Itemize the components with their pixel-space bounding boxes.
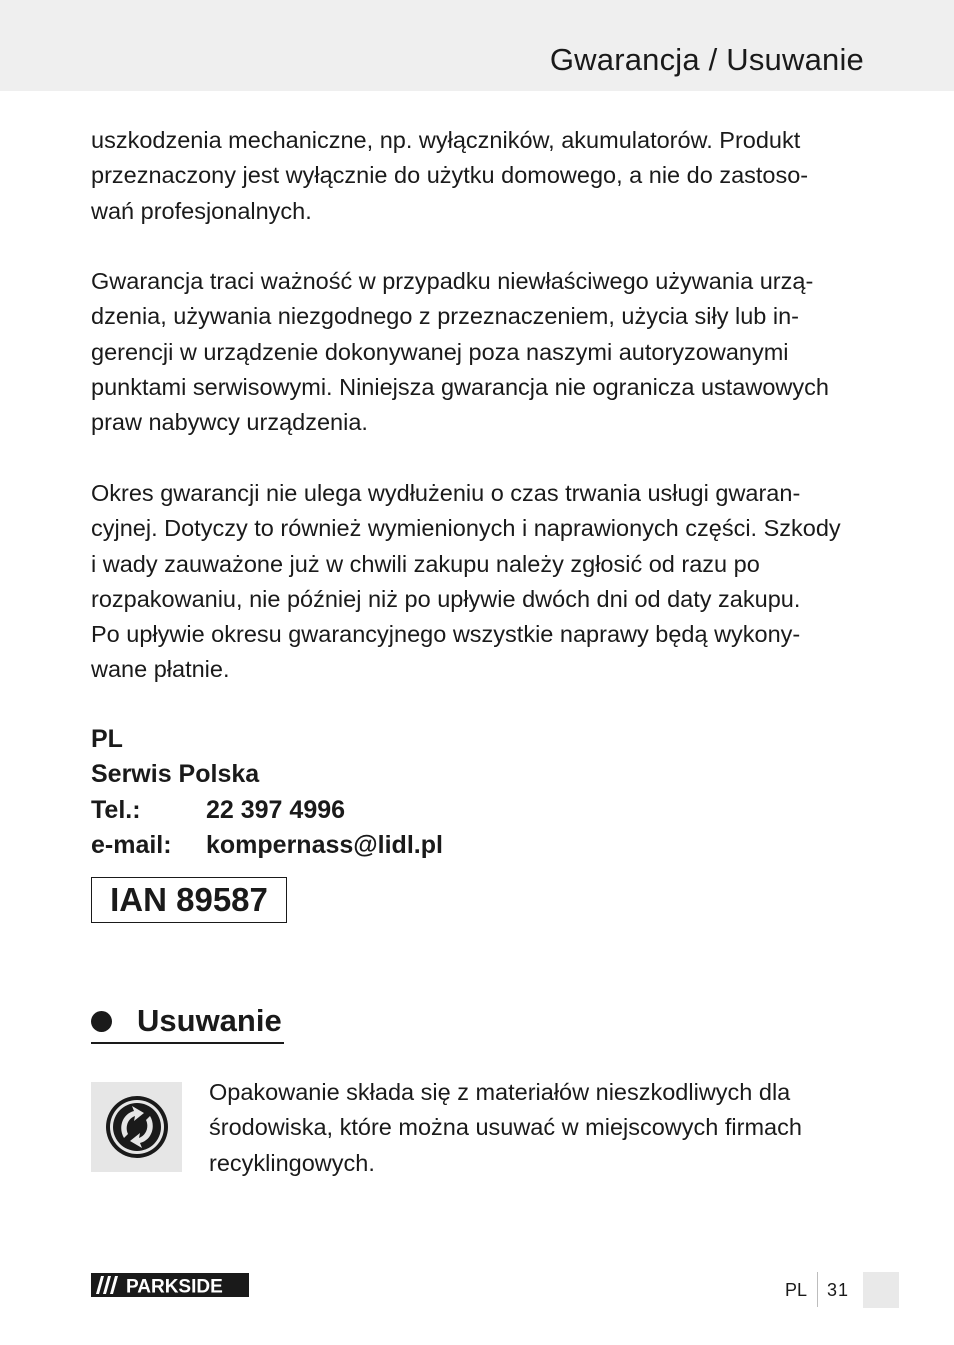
recycling-text: Opakowanie składa się z materiałów nieszkodliwych dla środowiska, które można usuwać w miejscowych firmach recyklingowych. bbox=[209, 1079, 802, 1176]
paragraph-warranty-period: Okres gwarancji nie ulega wydłużeniu o czas trwania usługi gwaran- cyjnej. Dotyczy to również wymienionych i naprawionych części. Szkody i wady zauważone już w chwili zakupu należy zgłosić od razu po rozpakowaniu, nie później niż po upływie dwóch dni od daty zakupu. Po upływie okresu gwarancyjnego wszystkie naprawy będą wykony- wane płatnie. bbox=[91, 479, 841, 683]
page-tab-marker bbox=[863, 1272, 899, 1308]
green-dot-recycling-icon bbox=[104, 1094, 170, 1160]
header-band bbox=[0, 0, 954, 91]
service-name: Serwis Polska bbox=[91, 760, 260, 789]
body-text bbox=[91, 123, 866, 723]
service-phone-row bbox=[91, 793, 443, 828]
ian-box bbox=[91, 877, 287, 923]
email-link[interactable]: kompernass@lidl.pl bbox=[206, 830, 443, 859]
bullet-icon bbox=[91, 1011, 112, 1032]
paragraph-warranty-void: Gwarancja traci ważność w przypadku niewłaściwego używania urzą- dzenia, używania niezgodnego z przeznaczeniem, użycia siły lub in- gerencji w urządzenie dokonywanej poza naszymi autoryzowanymi punktami serwisowymi. Niniejsza gwarancja nie ogranicza ustawowych praw nabywcy urządzenia. bbox=[91, 268, 829, 436]
footer-divider bbox=[817, 1272, 818, 1307]
recycling-icon-box bbox=[91, 1082, 182, 1172]
page-title: Gwarancja / Usuwanie bbox=[549, 42, 864, 77]
brand-name: PARKSIDE bbox=[126, 1276, 223, 1297]
service-contact bbox=[91, 722, 443, 863]
ian-number: IAN 89587 bbox=[110, 881, 268, 918]
phone-value: 22 397 4996 bbox=[206, 795, 346, 824]
page-number: 31 bbox=[827, 1280, 850, 1300]
service-country: PL bbox=[91, 725, 123, 753]
paragraph-warranty-scope: uszkodzenia mechaniczne, np. wyłączników, akumulatorów. Produkt przeznaczony jest wyłącznie do użytku domowego, a nie do zastoso- wań profesjonalnych. bbox=[91, 127, 809, 224]
service-email-row bbox=[91, 828, 443, 863]
section-title: Usuwanie bbox=[137, 1003, 282, 1038]
parkside-logo bbox=[91, 1273, 249, 1297]
footer-language: PL bbox=[785, 1280, 808, 1300]
section-heading bbox=[91, 1000, 284, 1044]
phone-label: Tel.: bbox=[91, 795, 141, 824]
email-label: e-mail: bbox=[91, 830, 172, 859]
